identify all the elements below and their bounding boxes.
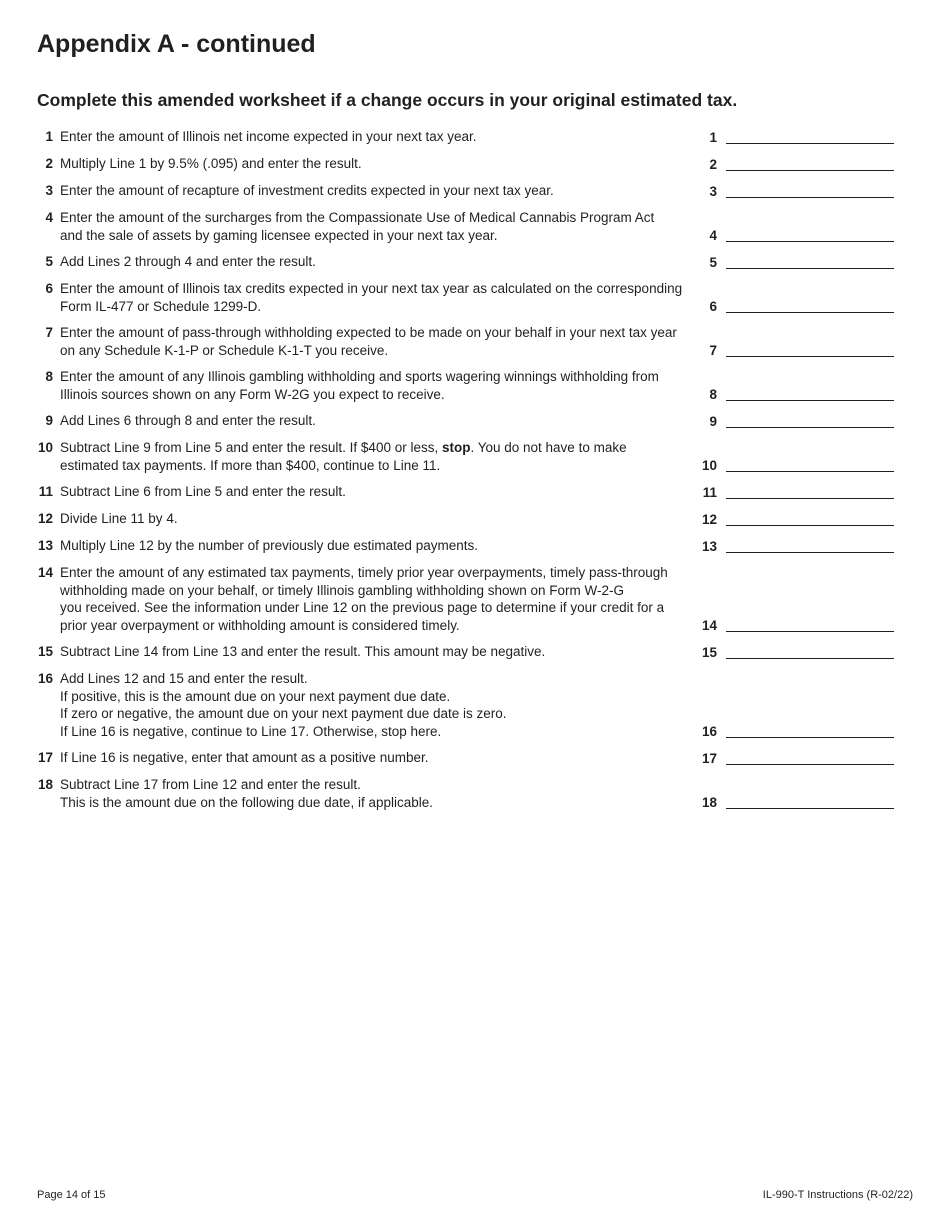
answer-blank-line[interactable] bbox=[726, 808, 894, 809]
instruction-text-line: Form IL-477 or Schedule 1299-D. bbox=[60, 298, 262, 314]
instruction-text-line: If Line 16 is negative, enter that amount as a positive number. bbox=[60, 750, 429, 765]
worksheet-line-15 bbox=[37, 643, 894, 661]
instruction-text: . You do not have to make bbox=[470, 440, 627, 455]
answer-field-3[interactable] bbox=[694, 183, 894, 201]
page-title: Appendix A - continued bbox=[37, 30, 316, 58]
answer-blank-line[interactable] bbox=[726, 631, 894, 632]
line-instruction bbox=[60, 749, 700, 767]
worksheet-subtitle: Complete this amended worksheet if a change occurs in your original estimated tax. bbox=[37, 90, 738, 110]
line-instruction bbox=[60, 537, 700, 555]
line-number: 17 bbox=[37, 750, 53, 765]
answer-blank-line[interactable] bbox=[726, 737, 894, 738]
instruction-text-line: Enter the amount of any Illinois gambling withholding and sports wagering winnings withholding from bbox=[60, 369, 659, 384]
line-instruction bbox=[60, 412, 700, 430]
instruction-text-line: Add Lines 2 through 4 and enter the result. bbox=[60, 254, 316, 269]
line-instruction bbox=[60, 483, 700, 501]
answer-field-11[interactable] bbox=[694, 484, 894, 502]
worksheet-line-8 bbox=[37, 368, 894, 403]
line-number: 6 bbox=[45, 281, 53, 296]
instruction-text-line: Multiply Line 12 by the number of previously due estimated payments. bbox=[60, 538, 478, 553]
answer-field-8[interactable] bbox=[694, 386, 894, 404]
line-number: 10 bbox=[37, 440, 53, 455]
line-number: 18 bbox=[37, 777, 53, 792]
instruction-text-line bbox=[60, 439, 700, 457]
worksheet-line-1 bbox=[37, 128, 894, 146]
answer-field-4[interactable] bbox=[694, 227, 894, 245]
answer-line-number: 17 bbox=[701, 750, 717, 766]
answer-field-1[interactable] bbox=[694, 129, 894, 147]
line-instruction bbox=[60, 253, 700, 271]
answer-field-9[interactable] bbox=[694, 413, 894, 431]
answer-line-number: 16 bbox=[701, 723, 717, 739]
answer-line-number: 6 bbox=[709, 298, 717, 314]
line-instruction bbox=[60, 182, 700, 200]
answer-field-17[interactable] bbox=[694, 750, 894, 768]
instruction-text-line: Enter the amount of Illinois net income expected in your next tax year. bbox=[60, 129, 477, 144]
instruction-text-line: withholding made on your behalf, or timely Illinois gambling withholding shown on Form W-2-G bbox=[60, 582, 625, 598]
instruction-text-line: If zero or negative, the amount due on your next payment due date is zero. bbox=[60, 706, 507, 721]
answer-blank-line[interactable] bbox=[726, 143, 894, 144]
answer-field-6[interactable] bbox=[694, 298, 894, 316]
line-number: 7 bbox=[45, 325, 53, 340]
line-number: 8 bbox=[45, 369, 53, 384]
line-instruction bbox=[60, 128, 700, 146]
instruction-text-line: This is the amount due on the following due date, if applicable. bbox=[60, 794, 433, 810]
instruction-text-line: you received. See the information under Line 12 on the previous page to determine if your credit for a bbox=[60, 600, 665, 615]
line-number: 11 bbox=[38, 484, 53, 499]
form-id: IL-990-T Instructions (R-02/22) bbox=[762, 1189, 913, 1201]
answer-field-12[interactable] bbox=[694, 511, 894, 529]
worksheet-line-14 bbox=[37, 564, 894, 634]
line-instruction bbox=[60, 368, 700, 403]
answer-line-number: 11 bbox=[702, 484, 717, 500]
answer-line-number: 2 bbox=[709, 156, 717, 172]
answer-field-15[interactable] bbox=[694, 644, 894, 662]
line-instruction bbox=[60, 324, 700, 359]
line-number: 5 bbox=[45, 254, 53, 269]
line-instruction bbox=[60, 776, 700, 811]
answer-blank-line[interactable] bbox=[726, 525, 894, 526]
answer-field-7[interactable] bbox=[694, 342, 894, 360]
answer-line-number: 3 bbox=[709, 183, 717, 199]
instruction-text-line: Illinois sources shown on any Form W-2G you expect to receive. bbox=[60, 386, 445, 402]
answer-line-number: 1 bbox=[709, 129, 717, 145]
worksheet-line-16 bbox=[37, 670, 894, 740]
worksheet-line-13 bbox=[37, 537, 894, 555]
answer-blank-line[interactable] bbox=[726, 400, 894, 401]
worksheet-line-9 bbox=[37, 412, 894, 430]
instruction-emphasis: stop bbox=[441, 440, 471, 455]
worksheet-line-12 bbox=[37, 510, 894, 528]
answer-blank-line[interactable] bbox=[726, 356, 894, 357]
line-number: 4 bbox=[45, 210, 53, 225]
answer-field-18[interactable] bbox=[694, 794, 894, 812]
answer-line-number: 5 bbox=[709, 254, 717, 270]
worksheet-line-6 bbox=[37, 280, 894, 315]
answer-blank-line[interactable] bbox=[726, 197, 894, 198]
instruction-text-line: on any Schedule K-1-P or Schedule K-1-T you receive. bbox=[60, 342, 389, 358]
answer-field-14[interactable] bbox=[694, 617, 894, 635]
line-number: 1 bbox=[45, 129, 53, 144]
answer-line-number: 15 bbox=[701, 644, 717, 660]
instruction-text-line: If Line 16 is negative, continue to Line 17. Otherwise, stop here. bbox=[60, 723, 442, 739]
instruction-text-line: Multiply Line 1 by 9.5% (.095) and enter the result. bbox=[60, 156, 362, 171]
line-instruction bbox=[60, 209, 700, 244]
worksheet-line-4 bbox=[37, 209, 894, 244]
answer-line-number: 7 bbox=[709, 342, 717, 358]
answer-blank-line[interactable] bbox=[726, 241, 894, 242]
instruction-text: Subtract Line 9 from Line 5 and enter the result. If $400 or less, bbox=[60, 440, 442, 455]
instruction-text-line: Subtract Line 14 from Line 13 and enter the result. This amount may be negative. bbox=[60, 644, 546, 659]
answer-line-number: 4 bbox=[709, 227, 717, 243]
worksheet-line-5 bbox=[37, 253, 894, 271]
instruction-text-line: Enter the amount of the surcharges from the Compassionate Use of Medical Cannabis Program Act bbox=[60, 210, 655, 225]
instruction-text-line: Add Lines 6 through 8 and enter the result. bbox=[60, 413, 316, 428]
page-number: Page 14 of 15 bbox=[37, 1189, 106, 1201]
line-instruction bbox=[60, 564, 700, 634]
answer-line-number: 9 bbox=[709, 413, 717, 429]
instruction-text-line: Subtract Line 17 from Line 12 and enter the result. bbox=[60, 777, 361, 792]
line-number: 3 bbox=[45, 183, 53, 198]
answer-line-number: 10 bbox=[701, 457, 717, 473]
answer-field-2[interactable] bbox=[694, 156, 894, 174]
worksheet-line-17 bbox=[37, 749, 894, 767]
answer-blank-line[interactable] bbox=[726, 658, 894, 659]
answer-blank-line[interactable] bbox=[726, 764, 894, 765]
answer-field-5[interactable] bbox=[694, 254, 894, 272]
answer-blank-line[interactable] bbox=[726, 498, 894, 499]
answer-blank-line[interactable] bbox=[726, 170, 894, 171]
answer-field-16[interactable] bbox=[694, 723, 894, 741]
instruction-text-line: Enter the amount of pass-through withholding expected to be made on your behalf in your next tax year bbox=[60, 325, 677, 340]
line-number: 2 bbox=[45, 156, 53, 171]
instruction-text-line: prior year overpayment or withholding amount is considered timely. bbox=[60, 617, 460, 633]
worksheet-line-3 bbox=[37, 182, 894, 200]
answer-line-number: 13 bbox=[701, 538, 717, 554]
line-number: 12 bbox=[37, 511, 53, 526]
line-number: 9 bbox=[45, 413, 53, 428]
line-instruction bbox=[60, 439, 700, 474]
answer-line-number: 8 bbox=[709, 386, 717, 402]
line-instruction bbox=[60, 670, 700, 740]
line-instruction bbox=[60, 155, 700, 173]
line-number: 13 bbox=[37, 538, 53, 553]
line-number: 15 bbox=[37, 644, 53, 659]
line-instruction bbox=[60, 280, 700, 315]
instruction-text-line: and the sale of assets by gaming licensee expected in your next tax year. bbox=[60, 227, 498, 243]
worksheet-line-7 bbox=[37, 324, 894, 359]
instruction-text-line: estimated tax payments. If more than $400, continue to Line 11. bbox=[60, 457, 441, 473]
line-number: 14 bbox=[37, 565, 53, 580]
worksheet-line-10 bbox=[37, 439, 894, 474]
line-instruction bbox=[60, 643, 700, 661]
instruction-text-line: Enter the amount of any estimated tax payments, timely prior year overpayments, timely pass-through bbox=[60, 565, 668, 580]
answer-blank-line[interactable] bbox=[726, 552, 894, 553]
answer-blank-line[interactable] bbox=[726, 427, 894, 428]
answer-blank-line[interactable] bbox=[726, 312, 894, 313]
instruction-text-line: Divide Line 11 by 4. bbox=[60, 511, 178, 526]
instruction-text-line: Enter the amount of Illinois tax credits expected in your next tax year as calculated on the corresponding bbox=[60, 281, 683, 296]
line-instruction bbox=[60, 510, 700, 528]
answer-line-number: 18 bbox=[701, 794, 717, 810]
instruction-text-line: If positive, this is the amount due on your next payment due date. bbox=[60, 688, 451, 704]
answer-field-10[interactable] bbox=[694, 457, 894, 475]
answer-line-number: 14 bbox=[701, 617, 717, 633]
worksheet-line-11 bbox=[37, 483, 894, 501]
line-number: 16 bbox=[37, 671, 53, 686]
instruction-text-line: Add Lines 12 and 15 and enter the result. bbox=[60, 671, 308, 686]
worksheet-line-2 bbox=[37, 155, 894, 173]
worksheet-line-18 bbox=[37, 776, 894, 811]
answer-blank-line[interactable] bbox=[726, 268, 894, 269]
answer-line-number: 12 bbox=[701, 511, 717, 527]
answer-blank-line[interactable] bbox=[726, 471, 894, 472]
amended-worksheet bbox=[37, 128, 894, 820]
instruction-text-line: Subtract Line 6 from Line 5 and enter the result. bbox=[60, 484, 346, 499]
answer-field-13[interactable] bbox=[694, 538, 894, 556]
instruction-text-line: Enter the amount of recapture of investment credits expected in your next tax year. bbox=[60, 183, 554, 198]
